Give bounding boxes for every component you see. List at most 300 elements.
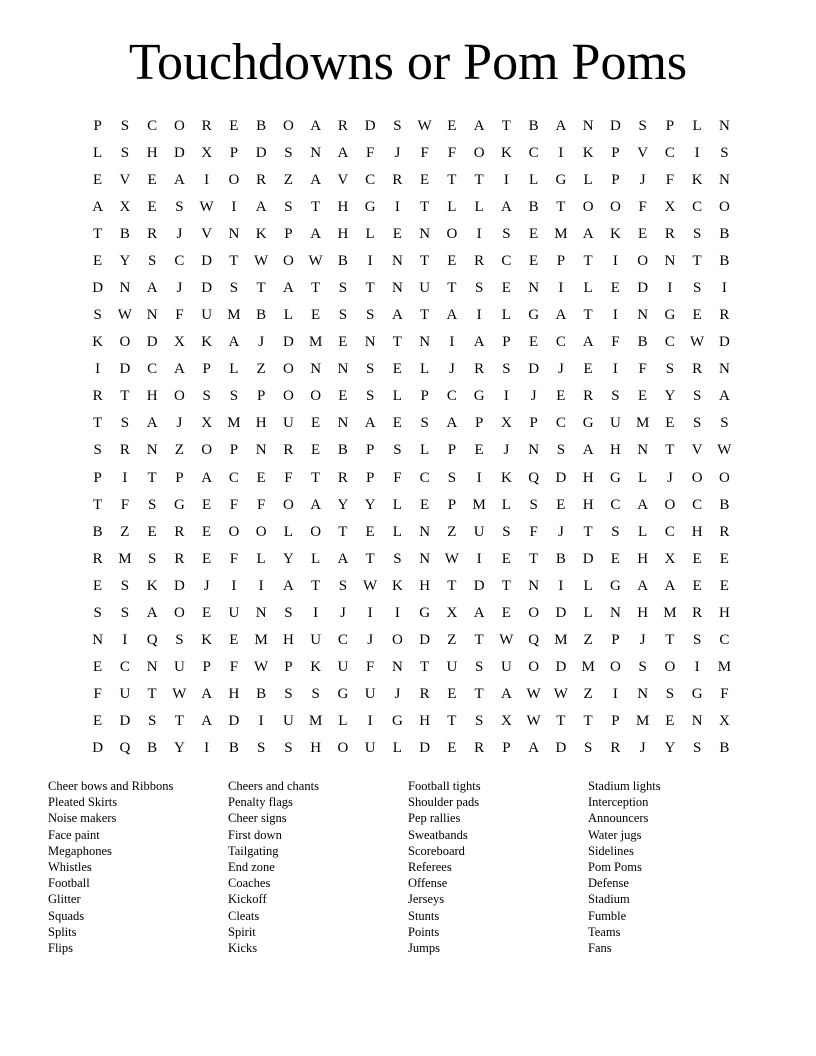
grid-letter: Z [256,361,266,378]
grid-letter: N [391,252,403,269]
grid-letter: B [555,550,566,567]
grid-letter: N [664,252,676,269]
grid-letter: O [201,442,213,459]
grid-letter: M [308,713,323,730]
grid-letter: E [719,550,729,567]
grid-letter: H [582,469,594,486]
grid-letter: W [417,117,432,134]
grid-letter: M [472,496,486,513]
grid-letter: A [146,280,158,296]
grid-letter: P [665,117,675,134]
grid-letter: P [256,388,266,405]
grid-letter: S [365,388,375,405]
grid-letter: S [692,632,702,649]
word-item: Penalty flags [228,795,293,810]
grid-letter: P [420,388,429,405]
grid-letter: F [365,144,375,161]
grid-letter: L [638,523,648,540]
grid-letter: Y [119,252,131,269]
grid-letter: O [691,469,703,486]
word-item: Pleated Skirts [48,795,118,810]
grid-letter: U [119,686,131,703]
grid-letter: N [582,117,594,134]
grid-letter: D [473,577,485,594]
grid-letter: S [147,550,157,567]
grid-row [84,410,738,437]
grid-letter: W [526,686,541,703]
grid-letter: L [420,361,430,378]
grid-letter: O [310,523,322,540]
grid-letter: X [500,713,512,730]
grid-letter: E [365,523,375,540]
grid-letter: G [609,577,621,594]
grid-letter: N [718,171,730,188]
grid-letter: D [555,604,567,621]
grid-letter: S [229,280,239,296]
grid-row [84,626,738,653]
grid-letter: E [147,198,157,215]
grid-letter: N [228,225,240,242]
grid-letter: C [528,144,539,161]
grid-letter: V [119,171,131,188]
grid-letter: G [555,171,567,188]
grid-letter: J [176,225,183,242]
grid-letter: M [254,632,268,649]
grid-letter: R [174,523,185,540]
grid-letter: R [664,225,675,242]
grid-letter: H [582,496,594,513]
grid-letter: E [556,496,566,513]
grid-letter: C [501,252,512,269]
grid-letter: I [721,280,727,296]
grid-letter: R [201,117,212,134]
grid-letter: E [93,171,103,188]
grid-letter: C [119,659,130,676]
grid-letter: W [254,252,269,269]
grid-letter: A [582,442,594,459]
grid-letter: E [529,252,539,269]
grid-letter: S [393,117,402,134]
grid-letter: A [555,307,567,324]
grid-letter: H [337,225,349,242]
grid-letter: H [310,740,322,757]
grid-letter: P [229,442,239,459]
grid-letter: A [310,171,322,188]
grid-letter: T [501,117,511,134]
grid-letter: T [311,577,321,594]
word-item: Whistles [48,860,92,875]
grid-letter: I [394,198,400,215]
grid-letter: O [282,252,294,269]
grid-letter: H [637,604,649,621]
grid-letter: S [692,388,702,405]
grid-letter: L [392,388,402,405]
grid-letter: A [582,334,594,351]
grid-letter: E [692,307,702,324]
grid-letter: C [365,171,376,188]
word-item: Scoreboard [408,843,465,858]
word-item: Jerseys [408,892,445,907]
grid-letter: N [419,523,431,540]
grid-letter: S [93,307,102,324]
grid-letter: M [635,415,650,432]
grid-letter: E [420,496,430,513]
grid-letter: J [176,415,183,432]
grid-letter: O [391,632,403,649]
grid-letter: O [228,523,240,540]
grid-letter: N [337,361,349,378]
grid-letter: B [256,117,267,134]
grid-letter: L [392,740,402,757]
grid-letter: S [147,713,157,730]
grid-letter: A [201,686,213,703]
grid-letter: C [174,252,185,269]
grid-letter: Q [528,632,540,649]
grid-letter: Y [664,740,676,757]
grid-letter: F [175,307,184,324]
grid-letter: P [556,252,566,269]
grid-letter: B [228,740,239,757]
grid-row [84,329,738,356]
word-item: Megaphones [48,843,112,858]
grid-letter: D [92,740,104,757]
grid-letter: N [637,686,649,703]
grid-letter: T [447,280,457,296]
grid-letter: J [394,144,401,161]
grid-letter: K [391,577,403,594]
grid-letter: L [283,307,293,324]
grid-letter: O [473,144,485,161]
grid-row [84,302,738,329]
grid-letter: S [338,577,348,594]
grid-letter: O [664,659,676,676]
grid-letter: O [718,198,730,215]
grid-letter: A [201,713,213,730]
word-item: Sidelines [588,843,634,858]
grid-letter: K [255,225,267,242]
grid-letter: N [419,334,431,351]
grid-letter: V [691,442,703,459]
grid-letter: E [501,280,511,296]
grid-letter: T [447,577,457,594]
grid-letter: E [529,334,539,351]
grid-letter: N [528,280,540,296]
grid-letter: E [202,523,212,540]
grid-letter: G [664,307,676,324]
grid-letter: T [120,388,130,405]
grid-letter: E [638,388,648,405]
grid-letter: S [692,415,702,432]
grid-row [84,681,738,708]
grid-letter: I [258,713,264,730]
grid-letter: L [392,523,402,540]
grid-row [84,654,738,681]
grid-letter: U [337,659,349,676]
grid-letter: E [665,415,675,432]
grid-letter: U [228,604,240,621]
word-item: Face paint [48,827,100,842]
grid-letter: K [92,334,104,351]
grid-letter: E [501,550,511,567]
grid-letter: Q [119,740,131,757]
grid-letter: S [311,686,320,703]
grid-letter: P [502,334,511,351]
grid-letter: B [256,686,267,703]
grid-letter: A [718,388,730,405]
grid-letter: G [419,604,431,621]
grid-letter: S [720,144,729,161]
grid-letter: I [367,604,373,621]
grid-letter: U [609,415,621,432]
grid-letter: J [557,523,564,540]
grid-letter: A [146,604,158,621]
grid-letter: N [637,442,649,459]
grid-letter: L [501,307,511,324]
grid-letter: E [529,225,539,242]
grid-letter: G [173,496,185,513]
grid-letter: L [256,550,266,567]
grid-letter: D [173,577,185,594]
grid-letter: K [500,469,512,486]
grid-letter: U [364,740,376,757]
grid-letter: C [228,469,239,486]
word-item: Cheer signs [228,811,287,826]
grid-letter: D [528,361,540,378]
grid-row [84,545,738,572]
grid-letter: S [175,632,184,649]
grid-letter: R [583,388,594,405]
grid-letter: E [229,117,239,134]
grid-letter: R [474,361,485,378]
grid-letter: L [365,225,375,242]
word-item: Announcers [588,811,649,826]
page-title: Touchdowns or Pom Poms [128,34,688,91]
grid-letter: C [555,415,566,432]
grid-row [84,220,738,247]
grid-letter: R [419,686,430,703]
grid-letter: T [447,171,457,188]
grid-letter: D [555,469,567,486]
grid-letter: V [201,225,213,242]
grid-letter: K [310,659,322,676]
word-item: Stadium lights [588,779,661,793]
grid-letter: O [282,117,294,134]
word-column [408,778,588,956]
grid-letter: A [337,144,349,161]
grid-letter: T [392,334,402,351]
grid-letter: H [637,550,649,567]
grid-row [84,708,738,735]
grid-letter: W [363,577,378,594]
grid-letter: S [502,361,511,378]
grid-letter: Y [173,740,185,757]
grid-letter: T [338,523,348,540]
word-item: Football [48,876,90,891]
grid-letter: E [93,577,103,594]
grid-letter: E [583,361,593,378]
grid-letter: I [476,307,482,324]
grid-letter: S [474,713,484,730]
grid-row [84,518,738,545]
grid-letter: H [419,577,431,594]
grid-letter: N [528,442,540,459]
grid-letter: E [610,280,620,296]
grid-letter: N [92,632,104,649]
grid-letter: R [92,550,103,567]
grid-letter: D [609,117,621,134]
word-item: Flips [48,941,74,956]
grid-letter: A [228,334,240,351]
grid-letter: S [611,523,620,540]
grid-letter: A [310,496,322,513]
grid-letter: E [692,577,702,594]
grid-letter: E [420,171,430,188]
grid-letter: L [283,523,293,540]
grid-letter: T [229,252,239,269]
grid-letter: T [311,280,321,296]
grid-letter: I [313,604,319,621]
grid-letter: P [229,144,239,161]
grid-letter: E [447,686,457,703]
word-item: Referees [408,860,452,875]
word-item: Sweatbands [408,827,468,842]
grid-letter: P [202,361,211,378]
grid-letter: E [392,415,402,432]
grid-letter: N [718,361,730,378]
grid-letter: D [364,117,376,134]
grid-letter: F [720,686,729,703]
grid-letter: D [282,334,294,351]
grid-letter: U [310,632,322,649]
grid-letter: I [694,144,700,161]
grid-letter: C [692,496,703,513]
grid-letter: J [258,334,265,351]
grid-letter: A [146,415,158,432]
grid-letter: A [664,577,676,594]
grid-letter: A [555,117,567,134]
grid-letter: I [95,361,101,378]
word-item: Water jugs [588,827,642,842]
grid-letter: S [120,604,130,621]
grid-letter: W [308,252,323,269]
grid-letter: L [583,577,593,594]
grid-letter: R [119,442,130,459]
grid-letter: P [93,469,102,486]
grid-row [84,112,738,139]
grid-letter: O [228,171,240,188]
grid-letter: O [255,523,267,540]
grid-letter: S [284,198,293,215]
grid-letter: D [255,144,267,161]
grid-letter: A [391,307,403,324]
grid-letter: J [639,632,646,649]
grid-letter: T [583,307,593,324]
grid-letter: P [447,496,457,513]
grid-letter: D [201,280,213,296]
grid-letter: O [173,604,185,621]
grid-letter: I [476,469,482,486]
grid-letter: F [393,469,402,486]
word-item: Fans [588,941,612,956]
grid-letter: K [201,334,213,351]
grid-letter: E [311,307,321,324]
grid-letter: R [474,252,485,269]
grid-letter: S [638,659,647,676]
grid-row [84,247,738,274]
grid-letter: C [147,361,158,378]
grid-letter: P [284,225,293,242]
grid-letter: T [420,307,430,324]
grid-letter: F [665,171,675,188]
grid-letter: D [419,632,431,649]
grid-letter: T [420,659,430,676]
grid-letter: E [229,632,239,649]
grid-letter: A [473,334,485,351]
grid-letter: C [664,144,675,161]
grid-letter: W [499,632,514,649]
grid-letter: O [173,117,185,134]
grid-letter: G [391,713,403,730]
grid-letter: D [637,280,649,296]
grid-letter: S [120,577,130,594]
grid-letter: B [256,307,267,324]
grid-letter: S [284,686,293,703]
grid-letter: N [146,659,158,676]
letter-grid [84,112,738,762]
grid-letter: W [690,334,705,351]
grid-letter: S [665,686,675,703]
grid-letter: I [476,550,482,567]
grid-letter: J [557,361,564,378]
grid-letter: L [93,144,103,161]
grid-letter: S [147,252,157,269]
grid-letter: T [311,469,321,486]
grid-letter: I [612,686,618,703]
grid-letter: B [92,523,103,540]
grid-letter: X [173,334,185,351]
grid-letter: O [446,225,458,242]
grid-letter: M [663,604,677,621]
grid-letter: A [637,577,649,594]
grid-letter: A [255,198,267,215]
grid-letter: S [365,361,375,378]
grid-letter: I [367,713,373,730]
grid-letter: U [201,307,213,324]
grid-letter: J [639,171,646,188]
word-item: Spirit [228,924,256,939]
grid-letter: Y [337,496,349,513]
grid-letter: C [692,198,703,215]
grid-letter: S [284,604,293,621]
grid-letter: O [582,198,594,215]
grid-letter: D [582,550,594,567]
grid-letter: X [201,415,213,432]
grid-letter: L [474,198,484,215]
grid-letter: I [476,225,482,242]
grid-letter: D [119,713,131,730]
grid-letter: J [639,740,646,757]
grid-letter: M [581,659,595,676]
grid-letter: N [364,334,376,351]
grid-letter: F [284,469,293,486]
grid-letter: I [122,469,128,486]
grid-letter: S [720,415,729,432]
grid-letter: T [447,713,457,730]
grid-letter: W [444,550,459,567]
grid-letter: D [146,334,158,351]
grid-letter: P [93,117,102,134]
grid-letter: M [227,307,241,324]
